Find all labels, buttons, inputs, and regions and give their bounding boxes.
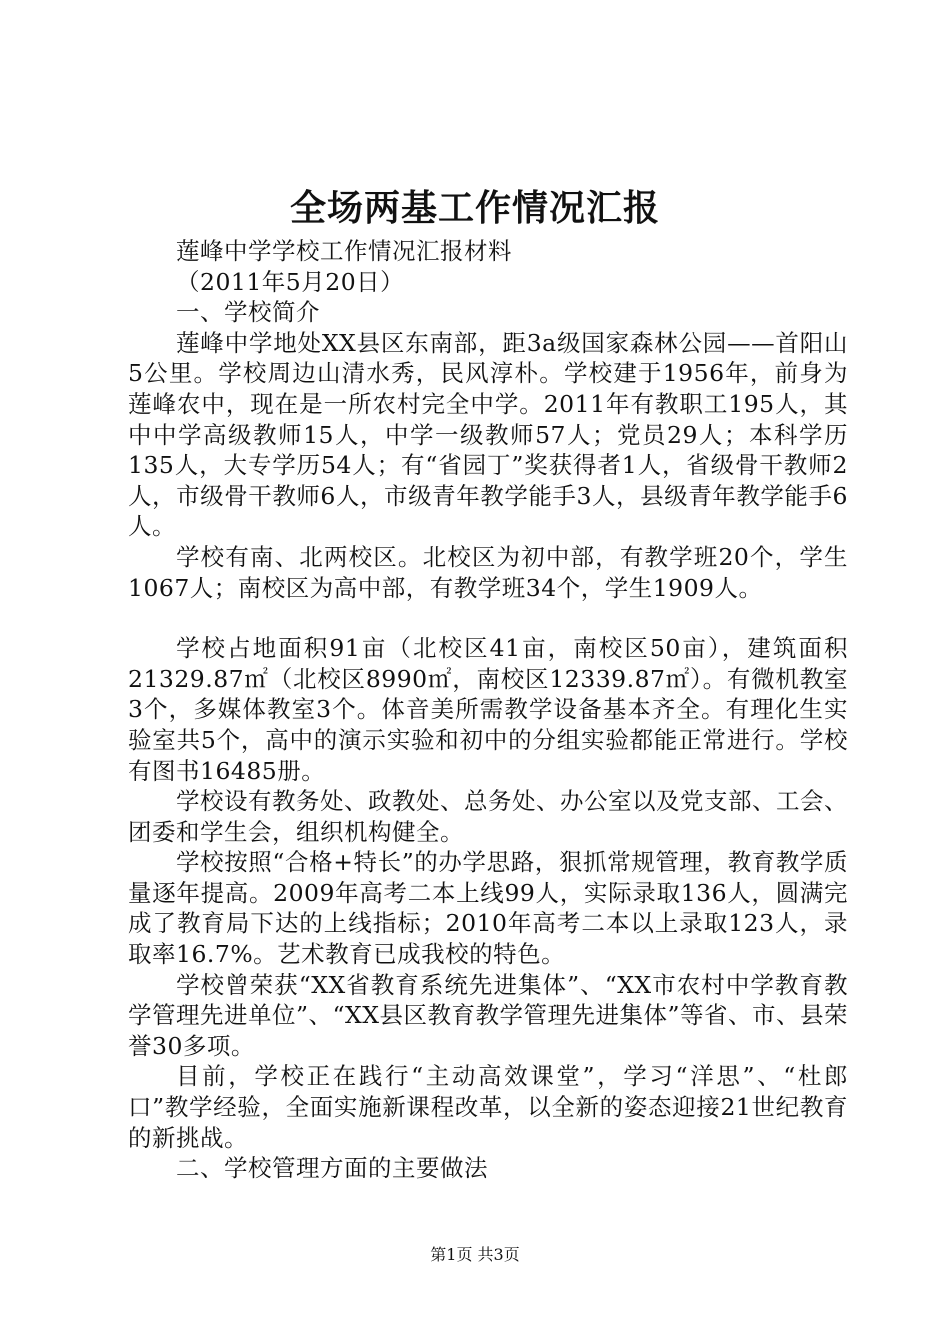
paragraph-campuses: 学校有南、北两校区。北校区为初中部，有教学班20个，学生1067人；南校区为高中部，有教学班34个，学生1909人。: [128, 542, 848, 602]
paragraph-facilities: 学校占地面积91亩（北校区41亩，南校区50亩），建筑面积21329.87㎡（北校区8990㎡，南校区12339.87㎡）。有微机教室3个，多媒体教室3个。体音美所需教学设备基本齐全。有理化生实验室共5个，高中的演示实验和初中的分组实验都能正常进行。学校有图书16485册。: [128, 634, 848, 785]
paragraph-organization: 学校设有教务处、政教处、总务处、办公室以及党支部、工会、团委和学生会，组织机构健全。: [128, 787, 848, 846]
paragraph-honors: 学校曾荣获“XX省教育系统先进集体”、“XX市农村中学教育教学管理先进单位”、“XX县区教育教学管理先进集体”等省、市、县荣誉30多项。: [128, 970, 849, 1060]
section-heading-1: 一、学校简介: [176, 298, 320, 327]
section-heading-2: 二、学校管理方面的主要做法: [176, 1154, 488, 1183]
document-body: [128, 236, 848, 1184]
subtitle: 莲峰中学学校工作情况汇报材料: [176, 237, 512, 265]
report-date: （2011年5月20日）: [176, 267, 405, 296]
document-title: 全场两基工作情况汇报: [289, 187, 660, 229]
page-footer: 第1页 共3页: [430, 1245, 520, 1264]
paragraph-introduction: 莲峰中学地处XX县区东南部，距3a级国家森林公园——首阳山5公里。学校周边山清水秀，民风淳朴。学校建于1956年，前身为莲峰农中，现在是一所农村完全中学。2011年有教职工195人，其中中学高级教师15人，中学一级教师57人；党员29人；本科学历135人，大专学历54人；有“省园丁”奖获得者1人，省级骨干教师2人，市级骨干教师6人，市级青年教学能手3人，县级青年教学能手6人。: [128, 328, 848, 541]
paragraph-current: 目前，学校正在践行“主动高效课堂”，学习“洋思”、“杜郎口”教学经验，全面实施新课程改革，以全新的姿态迎接21世纪教育的新挑战。: [128, 1062, 848, 1152]
paragraph-quality: 学校按照“合格+特长”的办学思路，狠抓常规管理，教育教学质量逐年提高。2009年高考二本上线99人，实际录取136人，圆满完成了教育局下达的上线指标；2010年高考二本以上录取123人，录取率16.7%。艺术教育已成我校的特色。: [128, 848, 848, 969]
